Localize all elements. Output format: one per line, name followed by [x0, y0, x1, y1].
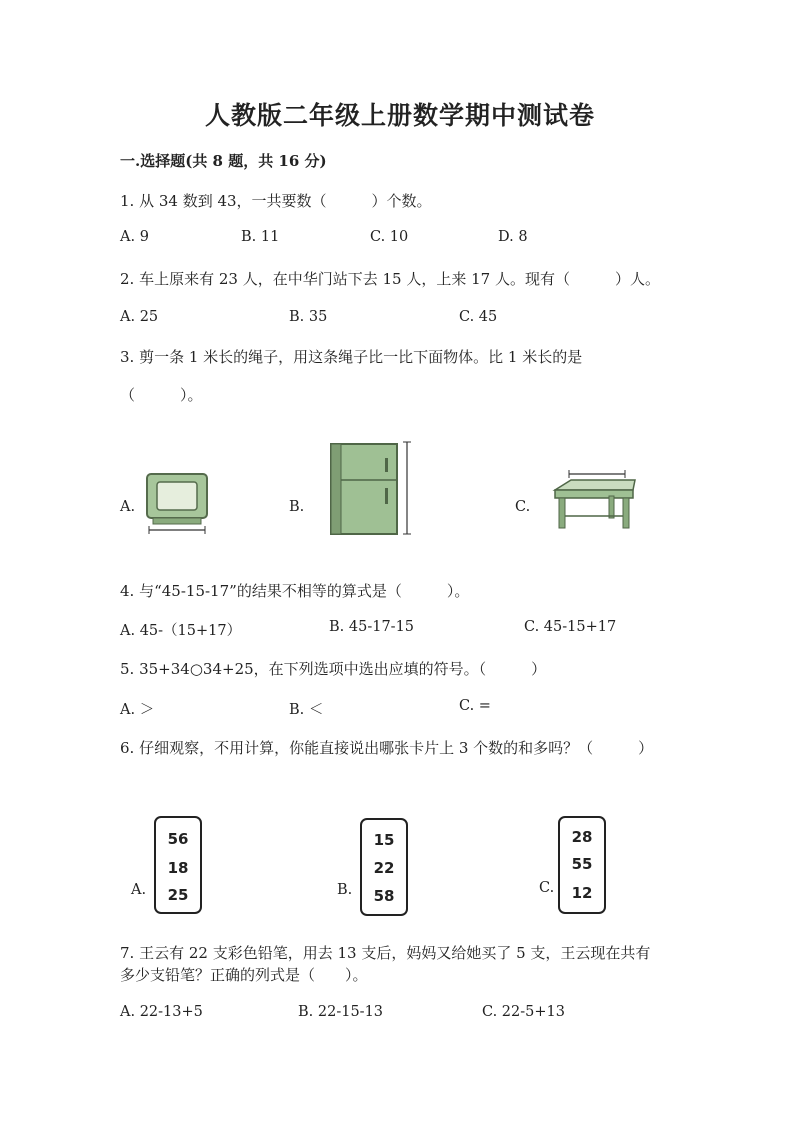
q1-option-c[interactable]: C. 10 [370, 229, 409, 245]
q2-option-b[interactable]: B. 35 [289, 309, 328, 325]
question-4: 4. 与“45-15-17”的结果不相等的算式是（ ）。 [120, 582, 470, 600]
tv-image [143, 468, 213, 536]
q3-option-b[interactable]: B. [289, 499, 305, 515]
card-b-number-2: 22 [373, 859, 395, 877]
fridge-image [327, 438, 417, 538]
q4-option-b[interactable]: B. 45-17-15 [329, 619, 415, 635]
q6-option-a[interactable]: A. [131, 882, 147, 898]
q4-option-c[interactable]: C. 45-15+17 [524, 619, 617, 635]
q4-option-a[interactable]: A. 45-（15+17） [120, 623, 242, 639]
q5-option-c[interactable]: C. = [459, 698, 491, 714]
question-7-line-1: 7. 王云有 22 支彩色铅笔，用去 13 支后，妈妈又给她买了 5 支，王云现在共有 [120, 944, 651, 962]
question-2: 2. 车上原来有 23 人，在中华门站下去 15 人，上来 17 人。现有（ ）人。 [120, 270, 660, 288]
q7-option-b[interactable]: B. 22-15-13 [298, 1004, 384, 1020]
card-b-number-1: 15 [373, 831, 395, 849]
question-7-line-2: 多少支铅笔？正确的列式是（ ）。 [120, 966, 368, 984]
q6-option-c[interactable]: C. [539, 880, 555, 896]
q1-option-b[interactable]: B. 11 [241, 229, 280, 245]
section-heading: 一.选择题(共 8 题，共 16 分) [120, 152, 327, 170]
number-card-b [360, 818, 408, 916]
question-3-line-1: 3. 剪一条 1 米长的绳子，用这条绳子比一比下面物体。比 1 米长的是 [120, 348, 583, 366]
q6-option-b[interactable]: B. [337, 882, 353, 898]
number-card-c [558, 816, 606, 914]
card-a-number-2: 18 [167, 859, 189, 877]
card-b-number-3: 58 [373, 887, 395, 905]
q5-option-b[interactable]: B. ＜ [289, 702, 324, 718]
page-title: 人教版二年级上册数学期中测试卷 [204, 101, 595, 130]
q5-option-a[interactable]: A. ＞ [120, 702, 155, 718]
card-a-number-3: 25 [167, 886, 189, 904]
q3-option-c[interactable]: C. [515, 499, 531, 515]
question-3-line-2: （ ）。 [120, 386, 203, 404]
question-6: 6. 仔细观察，不用计算，你能直接说出哪张卡片上 3 个数的和多吗？（ ） [120, 739, 654, 757]
q2-option-a[interactable]: A. 25 [120, 309, 159, 325]
question-5: 5. 35+34○34+25，在下列选项中选出应填的符号。（ ） [120, 660, 547, 678]
number-card-a [154, 816, 202, 914]
card-a-number-1: 56 [167, 830, 189, 848]
card-c-number-3: 12 [571, 884, 593, 902]
question-1: 1. 从 34 数到 43，一共要数（ ）个数。 [120, 192, 432, 210]
q7-option-c[interactable]: C. 22-5+13 [482, 1004, 565, 1020]
table-image [547, 468, 639, 534]
q1-option-d[interactable]: D. 8 [498, 229, 528, 245]
card-c-number-2: 55 [571, 855, 593, 873]
card-c-number-1: 28 [571, 828, 593, 846]
q2-option-c[interactable]: C. 45 [459, 309, 498, 325]
q7-option-a[interactable]: A. 22-13+5 [120, 1004, 203, 1020]
q1-option-a[interactable]: A. 9 [120, 229, 149, 245]
q3-option-a[interactable]: A. [120, 499, 136, 515]
